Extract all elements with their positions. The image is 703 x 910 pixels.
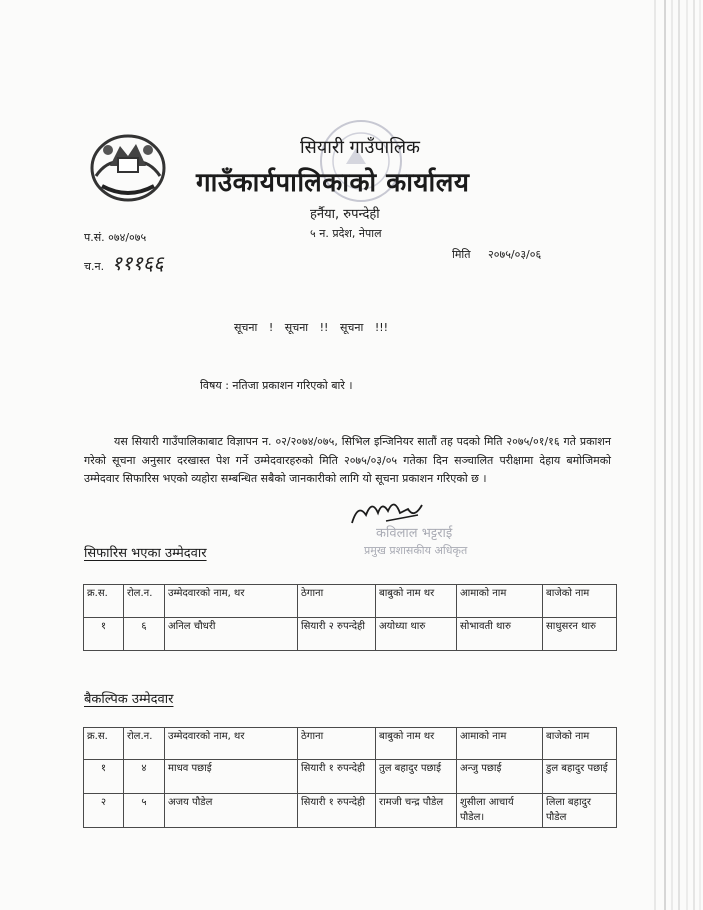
table-cell: माधव पछाई xyxy=(165,760,298,794)
table-row xyxy=(84,760,617,794)
recommended-table xyxy=(83,584,617,651)
column-header: ठेगाना xyxy=(298,585,376,618)
table-cell: ४ xyxy=(124,760,165,794)
notice-title: सूचना ! सूचना !! सूचना !!! xyxy=(234,321,389,334)
column-header: क्र.स. xyxy=(84,728,124,760)
nepal-emblem-logo xyxy=(88,128,168,204)
column-header: बाजेको नाम xyxy=(543,585,617,618)
table-cell: ५ xyxy=(124,794,165,828)
table-cell: सोभावती थारु xyxy=(457,618,543,651)
subject-line: विषय : नतिजा प्रकाशन गरिएको बारे । xyxy=(200,379,353,392)
table-cell: अजय पौडेल xyxy=(165,794,298,828)
signatory-name: कविलाल भट्टराई xyxy=(376,526,453,541)
alternate-table xyxy=(83,727,617,828)
table-cell: १ xyxy=(84,618,124,651)
scan-edge-lines xyxy=(643,0,703,910)
dispatch-number-line xyxy=(84,249,164,276)
table-cell: सियारी १ रुपन्देही xyxy=(298,794,376,828)
province-line: ५ न. प्रदेश, नेपाल xyxy=(310,227,382,240)
column-header: ठेगाना xyxy=(298,728,376,760)
table-cell: ६ xyxy=(124,618,165,651)
table-header-row xyxy=(84,728,617,760)
table-cell: अनिल चौधरी xyxy=(165,618,298,651)
column-header: बाबुको नाम थर xyxy=(376,585,457,618)
table-cell: २ xyxy=(84,794,124,828)
date-label: मिति xyxy=(452,248,471,261)
recommended-heading: सिफारिस भएका उम्मेदवार xyxy=(84,546,207,561)
column-header: रोल.न. xyxy=(124,728,165,760)
date-value: २०७५/०३/०६ xyxy=(488,248,542,261)
table-cell: अयोध्या थारु xyxy=(376,618,457,651)
column-header: उम्मेदवारको नाम, थर xyxy=(165,728,298,760)
table-cell: रामजी चन्द्र पौडेल xyxy=(376,794,457,828)
table-cell: अन्जु पछाई xyxy=(457,760,543,794)
table-cell: तुल बहादुर पछाई xyxy=(376,760,457,794)
table-cell: सियारी २ रुपन्देही xyxy=(298,618,376,651)
dispatch-label: च.न. xyxy=(84,260,105,273)
column-header: क्र.स. xyxy=(84,585,124,618)
table-cell: डुल बहादुर पछाई xyxy=(543,760,617,794)
table-cell: शुसीला आचार्य पौडेल। xyxy=(457,794,543,828)
table-cell: लिला बहादुर पौडेल xyxy=(543,794,617,828)
column-header: रोल.न. xyxy=(124,585,165,618)
alternate-heading: बैकल्पिक उम्मेदवार xyxy=(84,692,174,707)
notice-body: यस सियारी गाउँपालिकाबाट विज्ञापन न. ०२/२०७४/०७५, सिभिल इन्जिनियर सातौं तह पदको मिति २०७५/०१/१६ गते प्रकाशन गरेको सूचना अनुसार दरखास्त पेश गर्ने उम्मेदवारहरुको मिति २०७५/०३/०५ गतेका दिन सञ्चालित परीक्षामा देहाय बमोजिमको उम्मेदवार सिफारिस भएको व्यहोरा सम्बन्धित सबैको जानकारीको लागि यो सूचना प्रकाशन गरिएको छ । xyxy=(84,435,611,485)
column-header: आमाको नाम xyxy=(457,585,543,618)
table-cell: सियारी १ रुपन्देही xyxy=(298,760,376,794)
table-header-row xyxy=(84,585,617,618)
office-title: गाउँकार्यपालिकाको कार्यालय xyxy=(196,168,470,198)
table-row xyxy=(84,794,617,828)
dispatch-number: १११६६ xyxy=(111,251,164,275)
column-header: बाबुको नाम थर xyxy=(376,728,457,760)
column-header: बाजेको नाम xyxy=(543,728,617,760)
column-header: आमाको नाम xyxy=(457,728,543,760)
table-row xyxy=(84,618,617,651)
column-header: उम्मेदवारको नाम, थर xyxy=(165,585,298,618)
office-location: हर्नैया, रुपन्देही xyxy=(310,207,380,222)
fiscal-year: प.सं. ०७४/०७५ xyxy=(84,231,147,244)
signatory-title: प्रमुख प्रशासकीय अधिकृत xyxy=(364,544,468,557)
municipality-name: सियारी गाउँपालिक xyxy=(300,137,420,158)
letter-date xyxy=(452,247,541,262)
table-cell: १ xyxy=(84,760,124,794)
table-cell: साधुसरन थारु xyxy=(543,618,617,651)
